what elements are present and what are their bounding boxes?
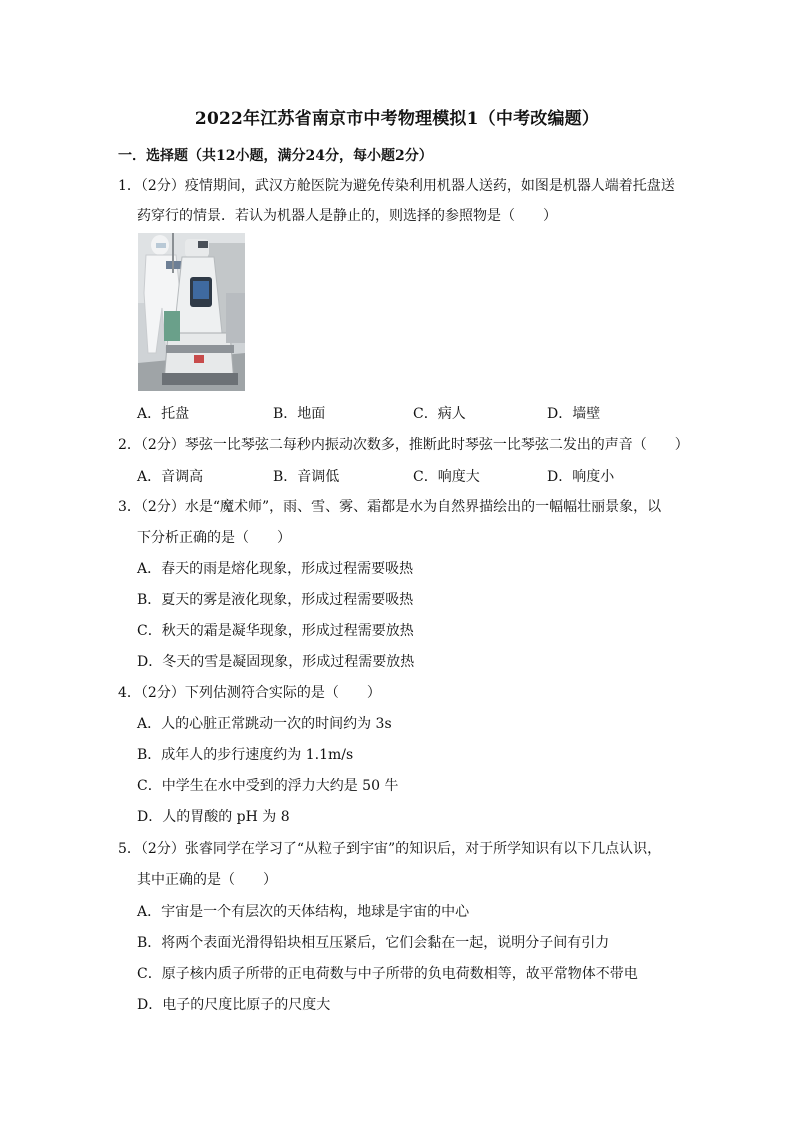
question-1-option-c[interactable]: C．病人: [413, 406, 466, 422]
question-3-option-b[interactable]: B．夏天的雾是液化现象，形成过程需要吸热: [137, 592, 414, 608]
question-2-option-a[interactable]: A．音调高: [137, 469, 204, 485]
question-2-option-d[interactable]: D．响度小: [547, 469, 615, 485]
question-5-line-2: 其中正确的是（ ）: [137, 872, 277, 888]
question-1-option-b[interactable]: B．地面: [273, 406, 326, 422]
question-2-line-1: 2．（2分）琴弦一比琴弦二每秒内振动次数多，推断此时琴弦一比琴弦二发出的声音（ ）: [118, 437, 689, 453]
exam-title: 2022年江苏省南京市中考物理模拟1（中考改编题）: [194, 109, 600, 129]
question-1-options: [137, 403, 697, 423]
question-5-line-1: 5．（2分）张睿同学在学习了“从粒子到宇宙”的知识后，对于所学知识有以下几点认识，: [118, 841, 662, 857]
question-4-option-c[interactable]: C．中学生在水中受到的浮力大约是 50 牛: [137, 778, 399, 794]
question-4-line-1: 4．（2分）下列估测符合实际的是（ ）: [118, 685, 381, 701]
question-2-options: [137, 466, 697, 486]
question-1-line-1: 1．（2分）疫情期间，武汉方舱医院为避免传染利用机器人送药，如图是机器人端着托盘送: [118, 178, 675, 194]
question-5-option-b[interactable]: B．将两个表面光滑得铅块相互压紧后，它们会黏在一起，说明分子间有引力: [137, 935, 610, 951]
question-4-option-a[interactable]: A．人的心脏正常跳动一次的时间约为 3s: [137, 716, 392, 732]
question-1-option-d[interactable]: D．墙壁: [547, 406, 601, 422]
question-4-option-d[interactable]: D．人的胃酸的 pH 为 8: [137, 809, 290, 825]
question-2-option-c[interactable]: C．响度大: [413, 469, 480, 485]
question-3-option-a[interactable]: A．春天的雨是熔化现象，形成过程需要吸热: [137, 561, 414, 577]
question-3-line-2: 下分析正确的是（ ）: [137, 530, 291, 546]
question-4-option-b[interactable]: B．成年人的步行速度约为 1.1m/s: [137, 747, 354, 763]
question-1-option-a[interactable]: A．托盘: [137, 406, 190, 422]
question-3-line-1: 3．（2分）水是“魔术师”，雨、雪、雾、霜都是水为自然界描绘出的一幅幅壮丽景象，以: [118, 499, 662, 515]
question-5-option-a[interactable]: A．宇宙是一个有层次的天体结构，地球是宇宙的中心: [137, 904, 470, 920]
question-3-option-d[interactable]: D．冬天的雪是凝固现象，形成过程需要放热: [137, 654, 415, 670]
section-heading: 一．选择题（共12小题，满分24分，每小题2分）: [118, 148, 433, 164]
question-5-option-c[interactable]: C．原子核内质子所带的正电荷数与中子所带的负电荷数相等，故平常物体不带电: [137, 966, 638, 982]
question-1-line-2: 药穿行的情景．若认为机器人是静止的，则选择的参照物是（ ）: [137, 208, 557, 224]
question-2-option-b[interactable]: B．音调低: [273, 469, 340, 485]
question-3-option-c[interactable]: C．秋天的霜是凝华现象，形成过程需要放热: [137, 623, 414, 639]
question-5-option-d[interactable]: D．电子的尺度比原子的尺度大: [137, 997, 331, 1013]
robot-delivery-photo: [138, 233, 245, 391]
